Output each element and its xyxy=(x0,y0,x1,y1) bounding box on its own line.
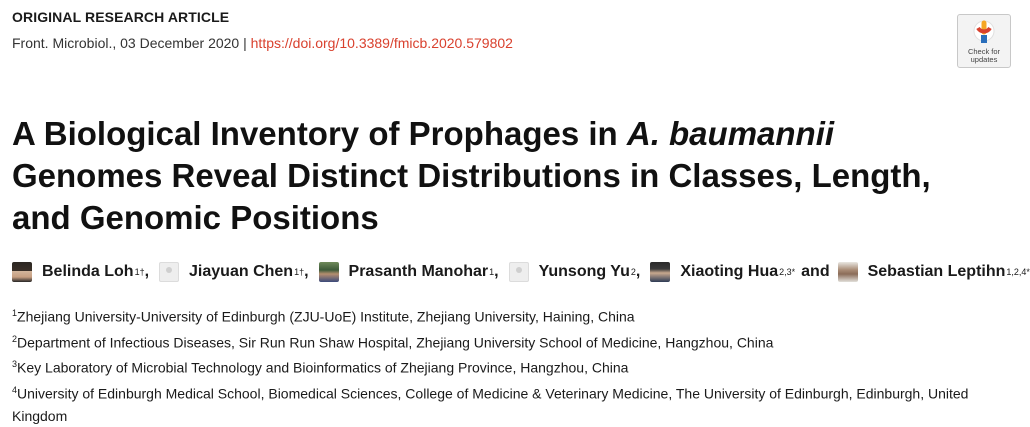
author-list: Belinda Loh 1† , Jiayuan Chen 1† , Prasanth Manohar 1 , Yunsong Yu 2 , Xiaoting Hua 2,3* and Sebastian Leptihn 1,2,4* xyxy=(12,262,1030,282)
check-for-updates-text: Check for updates xyxy=(967,47,1001,64)
author-prasanth-manohar[interactable]: Prasanth Manohar 1 xyxy=(319,262,495,282)
citation-line xyxy=(12,35,513,51)
journal-date: Front. Microbiol., 03 December 2020 | xyxy=(12,35,247,51)
author-avatar xyxy=(12,262,32,282)
author-xiaoting-hua[interactable]: Xiaoting Hua 2,3* xyxy=(650,262,795,282)
author-avatar-placeholder xyxy=(159,262,179,282)
affiliation-3: $^3$Key Laboratory of Microbial Technology and Bioinformatics of Zhejiang Province, Hangzhou, China xyxy=(12,359,629,376)
author-jiayuan-chen[interactable]: Jiayuan Chen 1† xyxy=(159,262,304,282)
check-for-updates-icon xyxy=(972,20,996,46)
author-belinda-loh[interactable]: Belinda Loh 1† xyxy=(12,262,145,282)
author-conjunction: and xyxy=(801,263,830,280)
author-avatar xyxy=(838,262,858,282)
author-avatar xyxy=(650,262,670,282)
species-name: A. baumannii xyxy=(626,115,835,152)
title-line-1: A Biological Inventory of Prophages in A. baumannii xyxy=(12,115,835,152)
affiliation-2: $^2$Department of Infectious Diseases, Sir Run Run Shaw Hospital, Zhejiang University School of Medicine, Hangzhou, China xyxy=(12,333,774,351)
title-line-2: Genomes Reveal Distinct Distributions in Classes, Length, xyxy=(12,157,931,194)
author-avatar xyxy=(319,262,339,282)
article-title xyxy=(12,113,1012,239)
title-line-3: and Genomic Positions xyxy=(12,199,379,236)
check-for-updates-badge[interactable] xyxy=(957,14,1011,68)
author-avatar-placeholder xyxy=(509,262,529,282)
affiliation-4: $^4$University of Edinburgh Medical School, Biomedical Sciences, College of Medicine & Veterinary Medicine, The University of Edinburgh, Edinburgh, United Kingdom xyxy=(12,384,969,424)
author-yunsong-yu[interactable]: Yunsong Yu 2 xyxy=(509,262,636,282)
affiliations-list xyxy=(12,302,1012,427)
doi-link[interactable]: https://doi.org/10.3389/fmicb.2020.579802 xyxy=(250,35,513,51)
affiliation-1: $^1$Zhejiang University-University of Edinburgh (ZJU-UoE) Institute, Zhejiang University, Haining, China xyxy=(12,308,635,325)
author-sebastian-leptihn[interactable]: Sebastian Leptihn 1,2,4* xyxy=(838,262,1030,282)
article-type-label: ORIGINAL RESEARCH ARTICLE xyxy=(12,9,230,25)
